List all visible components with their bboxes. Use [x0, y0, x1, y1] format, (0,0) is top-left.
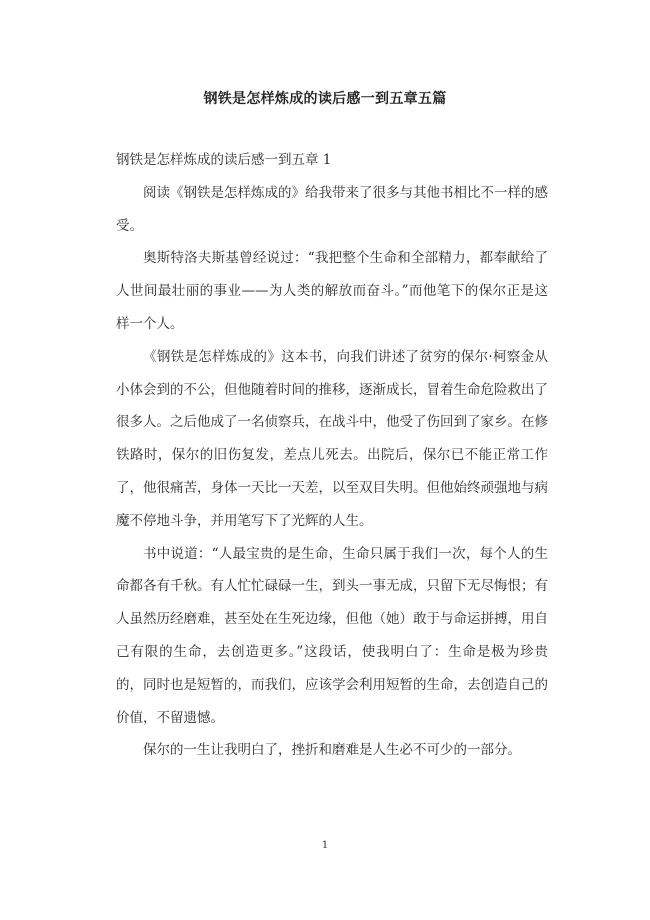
- section-heading: 钢铁是怎样炼成的读后感一到五章 1: [116, 152, 332, 168]
- document-body: [116, 144, 548, 767]
- page-number: 1: [321, 840, 329, 851]
- paragraph-1: 阅读《钢铁是怎样炼成的》给我带来了很多与其他书相比不一样的感受。: [116, 184, 548, 234]
- paragraph-2: 奥斯特洛夫斯基曾经说过：“我把整个生命和全部精力，都奉献给了人世间最壮丽的事业——为人类的解放而奋斗。”而他笔下的保尔正是这样一个人。: [116, 250, 548, 332]
- paragraph-4: 书中说道：“人最宝贵的是生命，生命只属于我们一次，每个人的生命都各有千秋。有人忙忙碌碌一生，到头一事无成，只留下无尽悔恨；有人虽然历经磨难，甚至处在生死边缘，但他（她）敢于与命运拼搏，用自己有限的生命，去创造更多。”这段话，使我明白了：生命是极为珍贵的，同时也是短暂的，而我们，应该学会利用短暂的生命，去创造自己的价值，不留遗憾。: [116, 545, 548, 726]
- document-title: 钢铁是怎样炼成的读后感一到五章五篇: [203, 91, 447, 107]
- paragraph-5: 保尔的一生让我明白了，挫折和磨难是人生必不可少的一部分。: [143, 742, 521, 759]
- paragraph-3: 《钢铁是怎样炼成的》这本书，向我们讲述了贫穷的保尔·柯察金从小体会到的不公，但他随着时间的推移，逐渐成长，冒着生命危险救出了很多人。之后他成了一名侦察兵，在战斗中，他受了伤回到了家乡。在修铁路时，保尔的旧伤复发，差点儿死去。出院后，保尔已不能正常工作了，他很痛苦，身体一天比一天差，以至双目失明。但他始终顽强地与病魔不停地斗争，并用笔写下了光辉的人生。: [116, 348, 548, 529]
